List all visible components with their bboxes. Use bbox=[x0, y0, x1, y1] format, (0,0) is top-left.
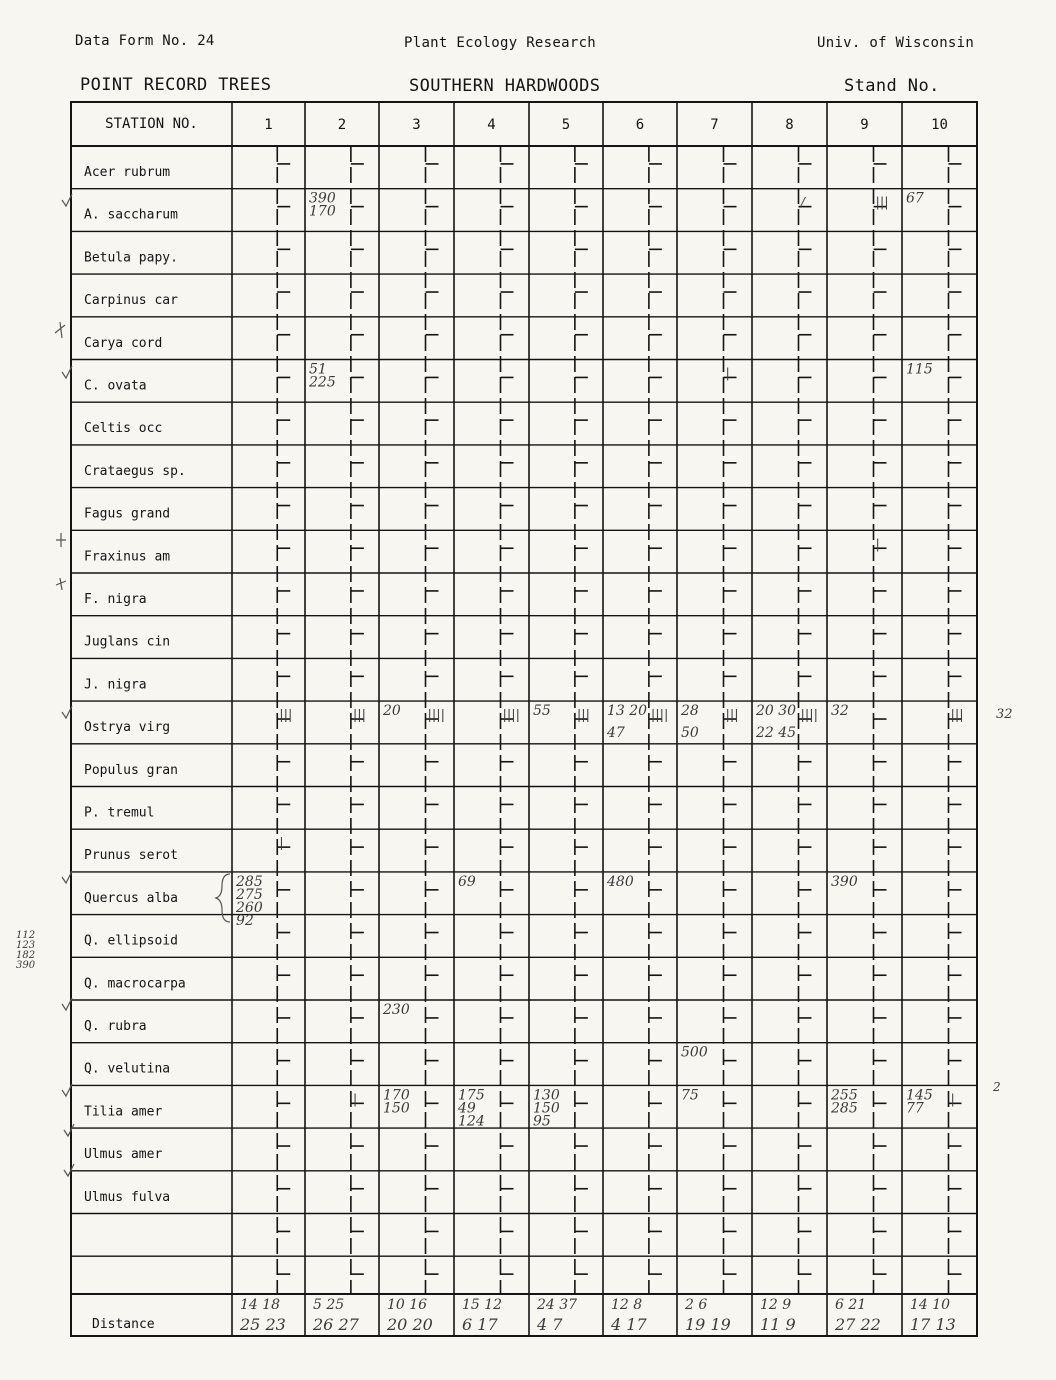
handwritten-entry: | bbox=[950, 1092, 955, 1108]
distance-value: 20 20 bbox=[387, 1315, 433, 1334]
handwritten-entry: 150 bbox=[383, 1100, 410, 1117]
distance-value: 24 37 bbox=[537, 1297, 578, 1313]
distance-value: 4 17 bbox=[611, 1315, 647, 1334]
species-label: P. tremul bbox=[84, 805, 155, 821]
handwritten-entry: 49 bbox=[458, 1100, 476, 1117]
distance-label: Distance bbox=[92, 1317, 155, 1332]
check-mark bbox=[64, 1164, 74, 1176]
handwritten-entry: 390 bbox=[309, 190, 336, 207]
handwritten-entry: 285 bbox=[831, 1100, 858, 1117]
distance-value: 2 6 bbox=[685, 1297, 708, 1313]
handwritten-entry: 20 bbox=[383, 703, 401, 720]
species-label: Q. velutina bbox=[84, 1061, 171, 1077]
handwritten-entry: / bbox=[800, 195, 805, 211]
handwritten-entry: |||| bbox=[502, 708, 521, 724]
margin-note: 390 bbox=[16, 960, 36, 971]
handwritten-entry: ||| bbox=[279, 708, 293, 724]
handwritten-entry: 230 bbox=[383, 1002, 410, 1018]
distance-value: 5 25 bbox=[313, 1297, 345, 1313]
species-label: Ulmus amer bbox=[84, 1147, 163, 1163]
handwritten-entry: 77 bbox=[906, 1100, 924, 1117]
margin-note: 182 bbox=[16, 950, 36, 961]
species-label: Q. ellipsoid bbox=[84, 933, 178, 949]
handwritten-entry: 175 bbox=[458, 1087, 485, 1104]
species-label: Ulmus fulva bbox=[84, 1189, 171, 1205]
species-label: Q. rubra bbox=[84, 1019, 147, 1034]
handwritten-entry: 260 bbox=[236, 899, 263, 916]
species-label: Acer rubrum bbox=[84, 165, 171, 180]
check-mark bbox=[55, 322, 65, 338]
organization: Plant Ecology Research bbox=[404, 35, 597, 51]
margin-note: 123 bbox=[16, 940, 36, 951]
species-label: A. saccharum bbox=[84, 207, 178, 223]
handwritten-entry: 13 20 bbox=[607, 703, 648, 720]
species-label: F. nigra bbox=[84, 592, 147, 607]
distance-value: 10 16 bbox=[387, 1297, 428, 1313]
university: Univ. of Wisconsin bbox=[817, 35, 975, 51]
handwritten-entry: 225 bbox=[309, 374, 336, 391]
station-header-4: 4 bbox=[487, 117, 496, 133]
margin-note: 32 bbox=[996, 707, 1013, 722]
handwritten-entry: ||| bbox=[725, 708, 739, 724]
handwritten-entry: |||| bbox=[427, 708, 446, 724]
handwritten-entry: 47 bbox=[607, 725, 625, 742]
handwritten-entry: 55 bbox=[533, 703, 551, 720]
station-header-3: 3 bbox=[412, 117, 421, 133]
handwritten-entry: 50 bbox=[681, 725, 699, 742]
handwritten-entry: | bbox=[279, 836, 284, 852]
handwritten-entry: 124 bbox=[458, 1113, 485, 1130]
handwritten-entry: 67 bbox=[906, 190, 924, 207]
species-label: J. nigra bbox=[84, 677, 147, 693]
handwritten-entry: 115 bbox=[906, 361, 933, 378]
species-label: Tilia amer bbox=[84, 1104, 163, 1120]
distance-value: 4 7 bbox=[537, 1315, 563, 1334]
species-label: Quercus alba bbox=[84, 890, 178, 906]
distance-value: 17 13 bbox=[910, 1315, 956, 1334]
check-mark bbox=[56, 578, 66, 590]
form-number: Data Form No. 24 bbox=[75, 33, 215, 49]
species-label: Betula papy. bbox=[84, 250, 178, 266]
species-label: Populus gran bbox=[84, 762, 178, 778]
handwritten-entry: 145 bbox=[906, 1087, 933, 1104]
distance-value: 12 9 bbox=[760, 1297, 792, 1313]
species-label: Celtis occ bbox=[84, 421, 163, 437]
handwritten-entry: 130 bbox=[533, 1087, 560, 1104]
station-header-9: 9 bbox=[860, 117, 869, 133]
handwritten-entry: ||| bbox=[950, 708, 964, 724]
forest-type: SOUTHERN HARDWOODS bbox=[409, 76, 601, 96]
handwritten-entry: 92 bbox=[236, 912, 254, 929]
species-label: Prunus serot bbox=[84, 848, 178, 864]
handwritten-entry: | bbox=[725, 366, 730, 382]
handwritten-entry: 275 bbox=[236, 886, 263, 903]
distance-value: 14 10 bbox=[910, 1297, 951, 1313]
species-label: Fraxinus am bbox=[84, 549, 171, 565]
station-header-5: 5 bbox=[561, 117, 571, 133]
distance-value: 19 19 bbox=[685, 1315, 731, 1334]
station-header-7: 7 bbox=[710, 117, 719, 133]
species-label: Crataegus sp. bbox=[84, 463, 186, 479]
handwritten-entry: 75 bbox=[681, 1087, 699, 1104]
handwritten-entry: 51 bbox=[309, 361, 327, 378]
species-label: Carya cord bbox=[84, 335, 163, 351]
species-label: Carpinus car bbox=[84, 293, 178, 309]
distance-value: 11 9 bbox=[760, 1315, 796, 1334]
form-title: POINT RECORD TREES bbox=[80, 75, 272, 95]
distance-value: 14 18 bbox=[240, 1297, 281, 1313]
handwritten-entry: 170 bbox=[383, 1087, 410, 1104]
species-label: Fagus grand bbox=[84, 506, 171, 522]
check-mark bbox=[56, 533, 66, 547]
station-header-10: 10 bbox=[931, 117, 948, 133]
handwritten-entry: | bbox=[875, 537, 880, 553]
station-number-label: STATION NO. bbox=[105, 116, 198, 132]
distance-value: 27 22 bbox=[835, 1315, 881, 1334]
handwritten-entry: 20 30 bbox=[756, 703, 797, 720]
handwritten-entry: 22 45 bbox=[756, 725, 797, 742]
handwritten-entry: 500 bbox=[681, 1044, 708, 1061]
handwritten-entry: 170 bbox=[309, 203, 336, 220]
handwritten-entry: ||| bbox=[576, 708, 591, 724]
handwritten-entry: ||| bbox=[352, 708, 367, 724]
handwritten-entry: 255 bbox=[831, 1087, 858, 1104]
station-header-2: 2 bbox=[337, 117, 347, 133]
handwritten-entry: | bbox=[352, 1092, 358, 1108]
handwritten-entry: 285 bbox=[236, 873, 263, 890]
stand-number-label: Stand No. bbox=[844, 76, 940, 96]
margin-note: 2 bbox=[993, 1080, 1001, 1094]
distance-value: 6 17 bbox=[462, 1315, 498, 1334]
handwritten-entry: 480 bbox=[607, 873, 634, 890]
handwritten-entry: 390 bbox=[831, 873, 858, 890]
distance-value: 25 23 bbox=[240, 1315, 286, 1334]
check-mark bbox=[64, 1124, 74, 1136]
species-label: Juglans cin bbox=[84, 634, 171, 650]
distance-value: 12 8 bbox=[611, 1297, 643, 1313]
distance-value: 6 21 bbox=[835, 1297, 867, 1313]
distance-value: 26 27 bbox=[313, 1315, 359, 1334]
handwritten-entry: 95 bbox=[533, 1113, 551, 1130]
distance-value: 15 12 bbox=[462, 1297, 503, 1313]
handwritten-entry: |||| bbox=[800, 708, 819, 724]
station-header-1: 1 bbox=[264, 117, 273, 133]
handwritten-entry: 69 bbox=[458, 873, 476, 890]
handwritten-entry: 150 bbox=[533, 1100, 560, 1117]
station-header-6: 6 bbox=[635, 117, 645, 133]
species-label: C. ovata bbox=[84, 378, 147, 394]
species-label: Ostrya virg bbox=[84, 720, 171, 736]
margin-note: 112 bbox=[16, 930, 36, 941]
handwritten-entry: 32 bbox=[831, 703, 849, 720]
species-label: Q. macrocarpa bbox=[84, 976, 186, 992]
handwritten-entry: |||| bbox=[650, 708, 669, 724]
station-header-8: 8 bbox=[785, 117, 794, 133]
handwritten-entry: ||| bbox=[875, 195, 889, 211]
handwritten-entry: 28 bbox=[681, 703, 699, 720]
